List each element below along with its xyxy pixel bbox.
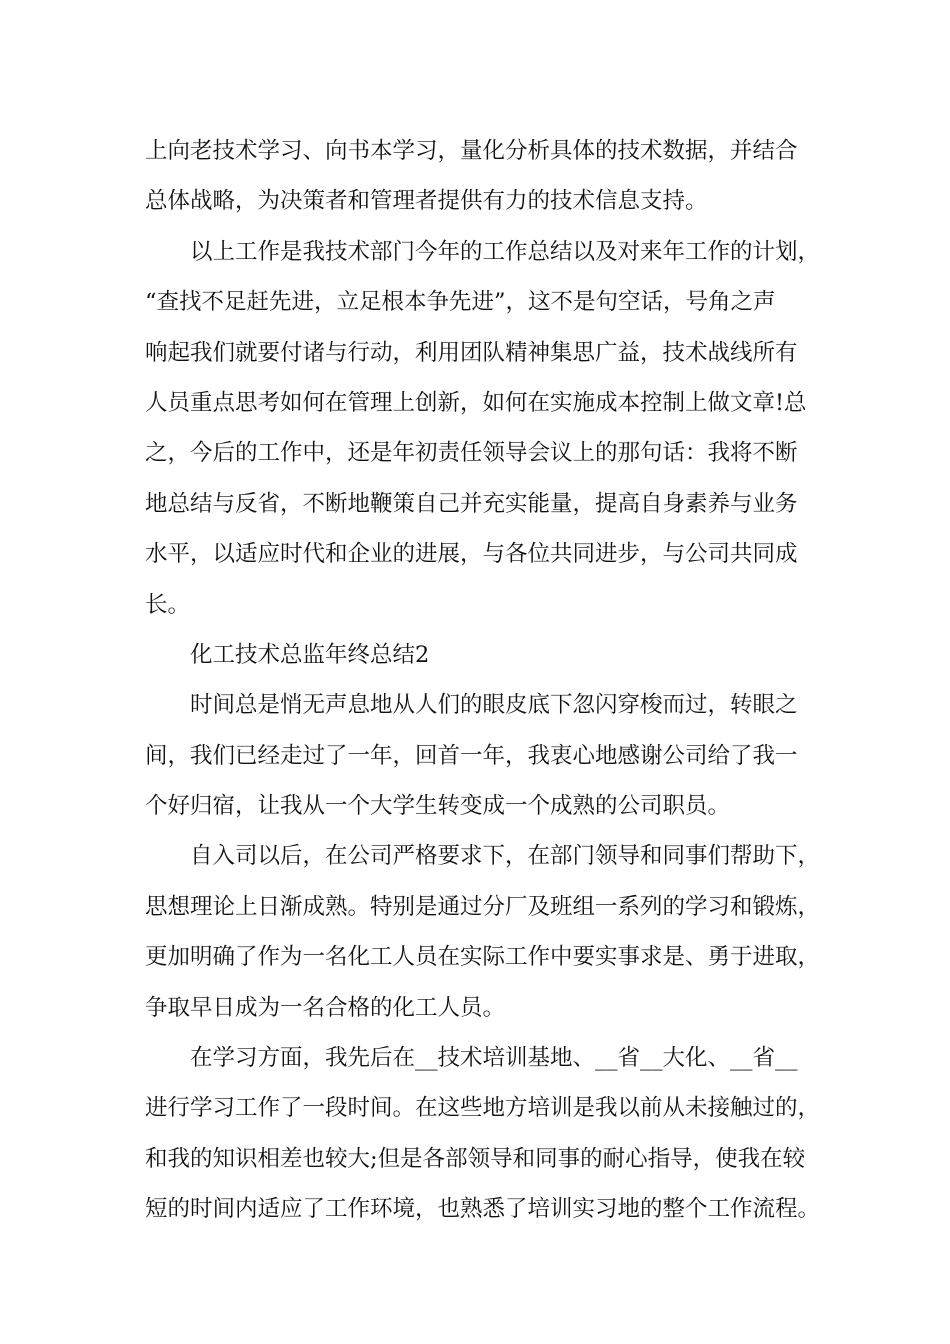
text-line: 和我的知识相差也较大;但是各部领导和同事的耐心指导，使我在较 xyxy=(145,1145,806,1172)
text-line: 长。 xyxy=(145,591,191,618)
section-heading: 化工技术总监年终总结2 xyxy=(190,641,430,668)
text-line: 间，我们已经走过了一年，回首一年，我衷心地感谢公司给了我一 xyxy=(145,742,798,769)
text-line: 思想理论上日渐成熟。特别是通过分厂及班组一系列的学习和锻炼， xyxy=(145,893,821,920)
text-line: 争取早日成为一名合格的化工人员。 xyxy=(145,994,506,1021)
document-body xyxy=(145,126,825,1235)
text-line: 进行学习工作了一段时间。在这些地方培训是我以前从未接触过的， xyxy=(145,1095,821,1122)
text-line: 更加明确了作为一名化工人员在实际工作中要实事求是、勇于进取， xyxy=(145,944,821,971)
text-line: 响起我们就要付诸与行动，利用团队精神集思广益，技术战线所有 xyxy=(145,339,798,366)
text-line: 个好归宿，让我从一个大学生转变成一个成熟的公司职员。 xyxy=(145,793,731,820)
text-line: 以上工作是我技术部门今年的工作总结以及对来年工作的计划， xyxy=(190,238,821,265)
text-line: 自入司以后，在公司严格要求下，在部门领导和同事们帮助下， xyxy=(190,843,821,870)
text-line: 总体战略，为决策者和管理者提供有力的技术信息支持。 xyxy=(145,188,708,215)
text-line: 之，今后的工作中，还是年初责任领导会议上的那句话：我将不断 xyxy=(145,440,798,467)
text-line: “查找不足赶先进，立足根本争先进”，这不是句空话，号角之声 xyxy=(145,289,776,316)
text-line: 时间总是悄无声息地从人们的眼皮底下忽闪穿梭而过，转眼之 xyxy=(190,692,798,719)
text-line: 短的时间内适应了工作环境，也熟悉了培训实习地的整个工作流程。 xyxy=(145,1196,821,1223)
text-line: 在学习方面，我先后在__技术培训基地、__省__大化、__省__ xyxy=(190,1045,798,1072)
text-line: 上向老技术学习、向书本学习，量化分析具体的技术数据，并结合 xyxy=(145,138,798,164)
text-line: 人员重点思考如何在管理上创新，如何在实施成本控制上做文章!总 xyxy=(145,389,807,416)
text-line: 地总结与反省，不断地鞭策自己并充实能量，提高自身素养与业务 xyxy=(145,490,798,517)
text-line: 水平，以适应时代和企业的进展，与各位共同进步，与公司共同成 xyxy=(145,541,798,568)
